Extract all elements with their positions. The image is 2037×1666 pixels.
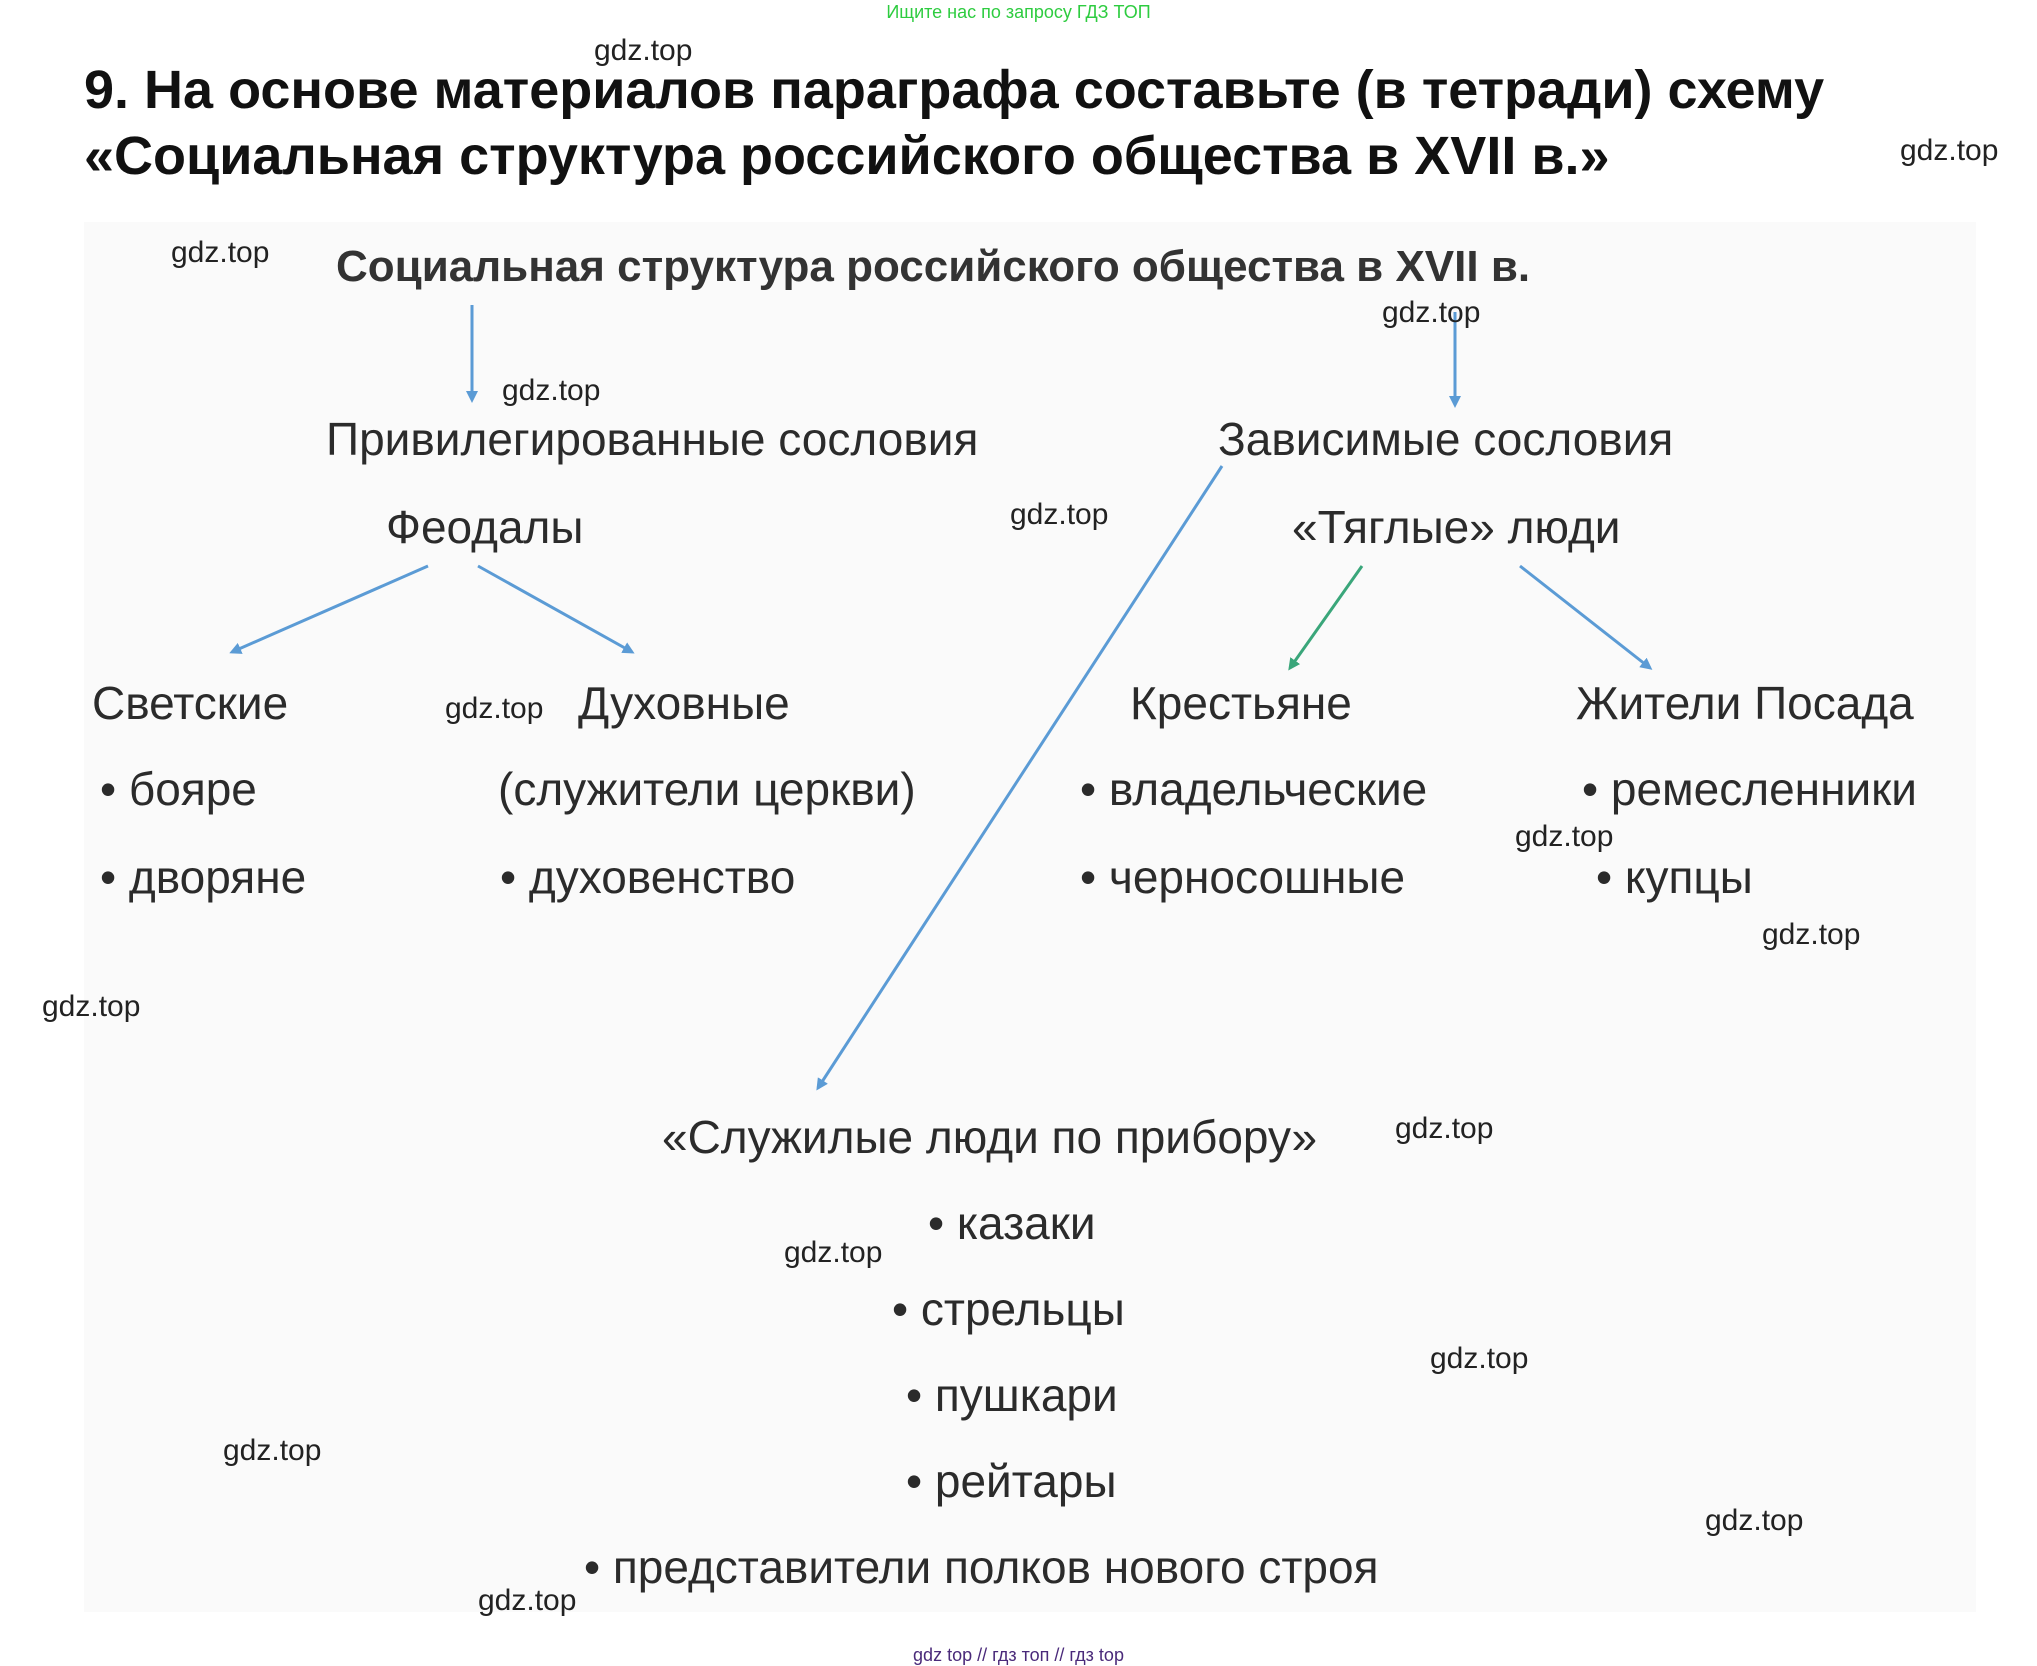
peasants-title: Крестьяне bbox=[1130, 677, 1352, 729]
watermark: gdz.top bbox=[171, 236, 270, 269]
watermark: gdz.top bbox=[784, 1236, 883, 1269]
service-item: • пушкари bbox=[906, 1369, 1118, 1421]
feudals: Феодалы bbox=[386, 501, 584, 553]
watermark: gdz.top bbox=[594, 34, 693, 67]
task-title-line1: 9. На основе материалов параграфа составьте (в тетради) схему bbox=[84, 60, 1825, 120]
watermark: gdz.top bbox=[1382, 296, 1481, 329]
watermark: gdz.top bbox=[1515, 820, 1614, 853]
dependent-estates: Зависимые сословия bbox=[1218, 413, 1674, 465]
tyaglye-people: «Тяглые» люди bbox=[1292, 501, 1621, 553]
service-item: • стрельцы bbox=[892, 1283, 1125, 1335]
peasants-item: • владельческие bbox=[1080, 763, 1428, 815]
arrow-to-posad bbox=[1520, 566, 1650, 668]
secular-title: Светские bbox=[92, 677, 289, 729]
watermark: gdz.top bbox=[1762, 918, 1861, 951]
watermark: gdz.top bbox=[445, 692, 544, 725]
footer-links: gdz top // гдз топ // гдз top bbox=[913, 1645, 1124, 1665]
task-title-line2: «Социальная структура российского общества в XVII в.» bbox=[84, 126, 1610, 186]
peasants-item: • черносошные bbox=[1080, 851, 1406, 903]
diagram-title: Социальная структура российского общества в XVII в. bbox=[336, 242, 1531, 291]
search-banner: Ищите нас по запросу ГДЗ ТОП bbox=[886, 2, 1151, 22]
service-item: • казаки bbox=[928, 1197, 1096, 1249]
watermark: gdz.top bbox=[1900, 134, 1999, 167]
watermark: gdz.top bbox=[42, 990, 141, 1023]
spiritual-title: Духовные bbox=[578, 677, 790, 729]
service-people-title: «Служилые люди по прибору» bbox=[662, 1111, 1318, 1163]
posad-item: • ремесленники bbox=[1582, 763, 1918, 815]
arrow-to-secular bbox=[232, 566, 428, 652]
secular-item: • бояре bbox=[100, 763, 257, 815]
service-item: • рейтары bbox=[906, 1455, 1117, 1507]
posad-item: • купцы bbox=[1596, 851, 1753, 903]
watermark: gdz.top bbox=[1395, 1112, 1494, 1145]
arrow-to-spiritual bbox=[478, 566, 632, 652]
spiritual-item: • духовенство bbox=[500, 851, 796, 903]
service-item: • представители полков нового строя bbox=[584, 1541, 1379, 1593]
watermark: gdz.top bbox=[1010, 498, 1109, 531]
posad-title: Жители Посада bbox=[1576, 677, 1914, 729]
watermark: gdz.top bbox=[478, 1584, 577, 1617]
watermark: gdz.top bbox=[1430, 1342, 1529, 1375]
spiritual-subtitle: (служители церкви) bbox=[498, 763, 916, 815]
privileged-estates: Привилегированные сословия bbox=[326, 413, 979, 465]
watermark: gdz.top bbox=[502, 374, 601, 407]
secular-item: • дворяне bbox=[100, 851, 307, 903]
watermark: gdz.top bbox=[223, 1434, 322, 1467]
watermark: gdz.top bbox=[1705, 1504, 1804, 1537]
arrow-to-peasants bbox=[1290, 566, 1362, 668]
